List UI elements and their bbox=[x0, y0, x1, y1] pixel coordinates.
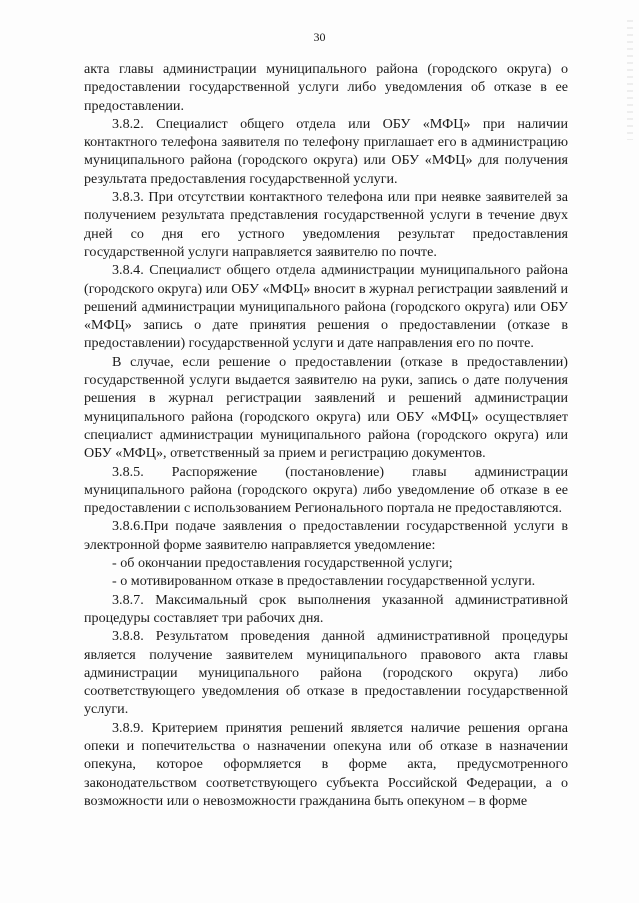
page-number: 30 bbox=[313, 30, 326, 44]
paragraph: 3.8.2. Специалист общего отдела или ОБУ «МФЦ» при наличии контактного телефона заявителя по телефону приглашает его в администрацию муниципального района (городского округа) или ОБУ «МФЦ» для получения результата предоставления государственной услуги. bbox=[84, 115, 568, 187]
paragraph: 3.8.6.При подаче заявления о предоставлении государственной услуги в электронной форме заявителю направляется уведомление: bbox=[84, 518, 568, 553]
paragraph: 3.8.4. Специалист общего отдела администрации муниципального района (городского округа) или ОБУ «МФЦ» вносит в журнал регистрации заявлений и решений администрации муниципального района (городского округа) или ОБУ «МФЦ» запись о дате принятия решения о предоставлении (отказе в предоставлении) государственной услуги и дате направления его по почте. bbox=[84, 262, 568, 352]
paragraph: В случае, если решение о предоставлении (отказе в предоставлении) государственной услуги выдается заявителю на руки, запись о дате получения решения в журнал регистрации заявлений и решений администрации муниципального района (городского округа) или ОБУ «МФЦ» осуществляет специалист администрации муниципального района (городского округа) или ОБУ «МФЦ», ответственный за прием и регистрацию документов. bbox=[84, 353, 568, 462]
list-item: - о мотивированном отказе в предоставлении государственной услуги. bbox=[112, 573, 536, 590]
paragraph: акта главы администрации муниципального района (городского округа) о предоставлении государственной услуги либо уведомления об отказе в ее предоставлении. bbox=[84, 61, 568, 114]
paragraph: 3.8.8. Результатом проведения данной административной процедуры является получение заявителем муниципального правового акта главы администрации муниципального района (городского округа) либо соответствующего уведомления об отказе в предоставлении государственной услуги. bbox=[84, 628, 568, 718]
paragraph: 3.8.7. Максимальный срок выполнения указанной административной процедуры составляет три рабочих дня. bbox=[84, 591, 568, 626]
paragraph: 3.8.9. Критерием принятия решений является наличие решения органа опеки и попечительства о назначении опекуна или об отказе в назначении опекуна, которое оформляется в форме акта, предусмотренного законодательством соответствующего субъекта Российской Федерации, а о возможности или о невозможности гражданина быть опекуном – в форме bbox=[84, 719, 568, 809]
paragraph: 3.8.3. При отсутствии контактного телефона или при неявке заявителей за получением результата представления государственной услуги в течение двух дней со дня его устного уведомления результат предоставления государственной услуги направляется заявителю по почте. bbox=[84, 189, 568, 260]
document-body bbox=[84, 60, 568, 810]
paragraph: 3.8.5. Распоряжение (постановление) главы администрации муниципального района (городского округа) либо уведомление об отказе в ее предоставлении с использованием Регионального портала не предоставляются. bbox=[84, 463, 568, 517]
list-item: - об окончании предоставления государственной услуги; bbox=[112, 555, 453, 572]
